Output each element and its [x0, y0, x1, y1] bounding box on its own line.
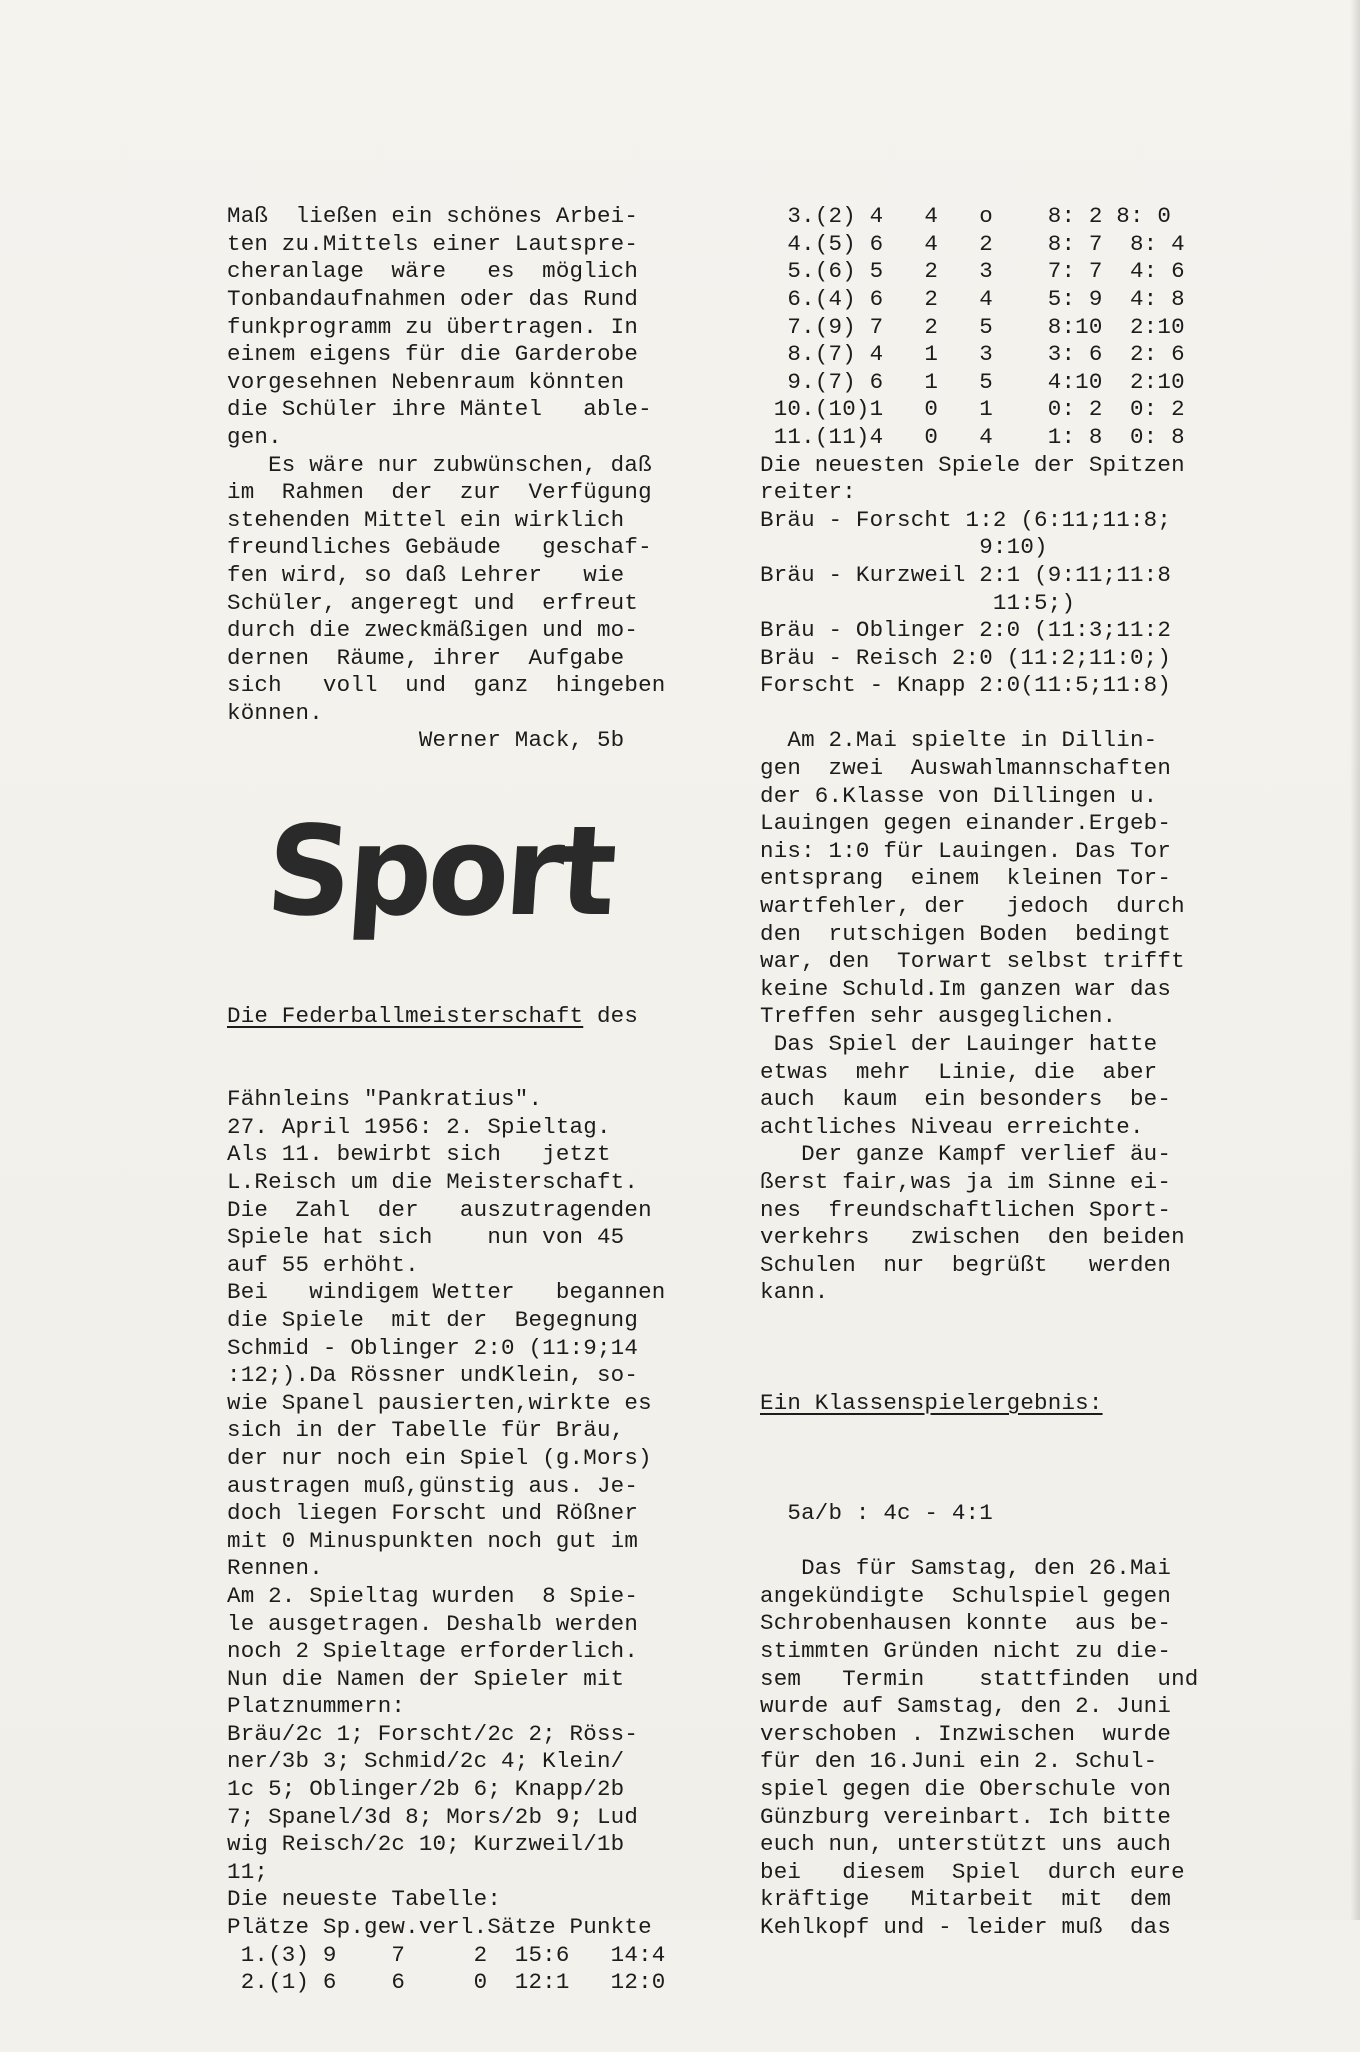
text-line: Die neueste Tabelle: — [227, 1886, 502, 1913]
text-line: 9.(7) 6 1 5 4:10 2:10 — [760, 368, 1185, 395]
text-line: Das für Samstag, den 26.Mai — [760, 1555, 1172, 1582]
text-line: 7.(9) 7 2 5 8:10 2:10 — [760, 313, 1185, 340]
text-line: 3.(2) 4 4 o 8: 2 8: 0 — [760, 203, 1172, 230]
article-title-line — [227, 1003, 737, 1031]
article-title-rest: des — [583, 1003, 639, 1030]
article-title: Die Federballmeisterschaft — [227, 1003, 584, 1030]
sport-logo: Sport — [262, 798, 617, 944]
text-line: Maß ließen ein schönes Arbei- — [227, 203, 639, 230]
text-line: Der ganze Kampf verlief äu- — [760, 1141, 1172, 1168]
text-line: 7; Spanel/3d 8; Mors/2b 9; Lud — [227, 1803, 639, 1830]
text-line: wie Spanel pausierten,wirkte es — [227, 1389, 652, 1416]
text-line: 5.(6) 5 2 3 7: 7 4: 6 — [760, 258, 1185, 285]
left-column-bottom-text — [227, 1086, 737, 1997]
text-line: war, den Torwart selbst trifft — [760, 948, 1185, 975]
text-line: Günzburg vereinbart. Ich bitte — [760, 1803, 1172, 1830]
text-line: angekündigte Schulspiel gegen — [760, 1582, 1172, 1609]
text-line: ten zu.Mittels einer Lautspre- — [227, 230, 639, 257]
text-line: ner/3b 3; Schmid/2c 4; Klein/ — [227, 1748, 625, 1775]
text-line: gen zwei Auswahlmannschaften — [760, 755, 1172, 782]
text-line: vorgesehnen Nebenraum könnten — [227, 368, 625, 395]
text-line: Am 2.Mai spielte in Dillin- — [760, 727, 1158, 754]
text-line: Nun die Namen der Spieler mit — [227, 1665, 625, 1692]
section-title-line — [760, 1390, 1290, 1418]
left-column — [227, 148, 737, 2052]
text-line: verschoben . Inzwischen wurde — [760, 1720, 1172, 1747]
text-line: Es wäre nur zubwünschen, daß — [227, 451, 652, 478]
text-line: cheranlage wäre es möglich — [227, 258, 639, 285]
text-line: Platznummern: — [227, 1693, 406, 1720]
text-line: ßerst fair,was ja im Sinne ei- — [760, 1168, 1172, 1195]
text-line: sich in der Tabelle für Bräu, — [227, 1417, 625, 1444]
text-line: 8.(7) 4 1 3 3: 6 2: 6 — [760, 341, 1185, 368]
text-line: freundliches Gebäude geschaf- — [227, 534, 652, 561]
text-line: Bräu - Forscht 1:2 (6:11;11:8; — [760, 506, 1172, 533]
text-line: le ausgetragen. Deshalb werden — [227, 1610, 639, 1637]
text-line: Forscht - Knapp 2:0(11:5;11:8) — [760, 672, 1172, 699]
text-line: etwas mehr Linie, die aber — [760, 1058, 1158, 1085]
text-line: Plätze Sp.gew.verl.Sätze Punkte — [227, 1914, 652, 1941]
text-line: sich voll und ganz hingeben — [227, 672, 666, 699]
text-line: wurde auf Samstag, den 2. Juni — [760, 1693, 1172, 1720]
text-line: Fähnleins "Pankratius". — [227, 1086, 543, 1113]
text-line: wartfehler, der jedoch durch — [760, 893, 1185, 920]
text-line: keine Schuld.Im ganzen war das — [760, 975, 1172, 1002]
text-line: funkprogramm zu übertragen. In — [227, 313, 639, 340]
text-line: reiter: — [760, 479, 856, 506]
text-line: Bei windigem Wetter begannen — [227, 1279, 666, 1306]
text-line: mit 0 Minuspunkten noch gut im — [227, 1527, 639, 1554]
right-column-bottom-text — [760, 1473, 1290, 1942]
text-line: die Spiele mit der Begegnung — [227, 1306, 639, 1333]
text-line: fen wird, so daß Lehrer wie — [227, 561, 625, 588]
text-line: einem eigens für die Garderobe — [227, 341, 639, 368]
text-line: durch die zweckmäßigen und mo- — [227, 617, 639, 644]
text-line: Schmid - Oblinger 2:0 (11:9;14 — [227, 1334, 639, 1361]
text-line: doch liegen Forscht und Rößner — [227, 1500, 639, 1527]
text-line: 11.(11)4 0 4 1: 8 0: 8 — [760, 423, 1185, 450]
text-line: können. — [227, 699, 323, 726]
right-column — [760, 148, 1290, 1997]
text-line: 5a/b : 4c - 4:1 — [760, 1500, 993, 1527]
text-line: Als 11. bewirbt sich jetzt — [227, 1141, 611, 1168]
text-line: Die neuesten Spiele der Spitzen — [760, 451, 1185, 478]
text-line: spiel gegen die Oberschule von — [760, 1776, 1172, 1803]
text-line: die Schüler ihre Mäntel able- — [227, 396, 652, 423]
text-line — [760, 1473, 1290, 1501]
text-line: Rennen. — [227, 1555, 323, 1582]
text-line: Schrobenhausen konnte aus be- — [760, 1610, 1172, 1637]
text-line: L.Reisch um die Meisterschaft. — [227, 1169, 639, 1195]
text-line: Das Spiel der Lauinger hatte — [760, 1031, 1158, 1057]
text-line: auch kaum ein besonders be- — [760, 1086, 1172, 1113]
text-line: kann. — [760, 1279, 829, 1306]
text-line: entsprang einem kleinen Tor- — [760, 865, 1172, 892]
text-line: 6.(4) 6 2 4 5: 9 4: 8 — [760, 285, 1185, 312]
text-line: nes freundschaftlichen Sport- — [760, 1196, 1172, 1223]
text-line: 1.(3) 9 7 2 15:6 14:4 — [227, 1941, 666, 1968]
text-line: Bräu - Oblinger 2:0 (11:3;11:2 — [760, 617, 1172, 644]
text-line: Werner Mack, 5b — [227, 727, 625, 754]
text-line: Schulen nur begrüßt werden — [760, 1251, 1172, 1278]
text-line — [760, 1307, 1290, 1335]
text-line: Bräu - Kurzweil 2:1 (9:11;11:8 — [760, 561, 1172, 588]
section-title: Ein Klassenspielergebnis: — [760, 1389, 1103, 1416]
text-line: 4.(5) 6 4 2 8: 7 8: 4 — [760, 230, 1185, 257]
right-column-table-and-text — [760, 203, 1290, 1334]
text-line: 11; — [227, 1858, 269, 1885]
text-line: Lauingen gegen einander.Ergeb- — [760, 810, 1172, 837]
text-line: der nur noch ein Spiel (g.Mors) — [227, 1444, 652, 1471]
text-line: den rutschigen Boden bedingt — [760, 920, 1172, 947]
left-column-top-text — [227, 203, 737, 755]
text-line: euch nun, unterstützt uns auch — [760, 1831, 1172, 1858]
text-line: bei diesem Spiel durch eure — [760, 1858, 1185, 1885]
text-line: für den 16.Juni ein 2. Schul- — [760, 1748, 1158, 1775]
text-line: kräftige Mitarbeit mit dem — [760, 1886, 1172, 1913]
text-line: Treffen sehr ausgeglichen. — [760, 1003, 1117, 1030]
text-line: stimmten Gründen nicht zu die- — [760, 1638, 1172, 1665]
text-line: 9:10) — [760, 534, 1048, 561]
text-line: auf 55 erhöht. — [227, 1251, 419, 1278]
text-line: Bräu/2c 1; Forscht/2c 2; Röss- — [227, 1720, 639, 1747]
text-line: :12;).Da Rössner undKlein, so- — [227, 1362, 639, 1389]
text-line: der 6.Klasse von Dillingen u. — [760, 782, 1158, 809]
text-line: Die Zahl der auszutragenden — [227, 1196, 652, 1223]
text-line: sem Termin stattfinden und — [760, 1665, 1199, 1692]
text-line: verkehrs zwischen den beiden — [760, 1224, 1185, 1251]
text-line: dernen Räume, ihrer Aufgabe — [227, 644, 625, 671]
text-line: Tonbandaufnahmen oder das Rund — [227, 285, 639, 312]
text-line: Bräu - Reisch 2:0 (11:2;11:0;) — [760, 644, 1172, 671]
text-line: achtliches Niveau erreichte. — [760, 1113, 1144, 1140]
text-line: Spiele hat sich nun von 45 — [227, 1224, 625, 1251]
text-line: 27. April 1956: 2. Spieltag. — [227, 1113, 611, 1140]
text-line: 11:5;) — [760, 589, 1076, 616]
text-line: Schüler, angeregt und erfreut — [227, 589, 639, 616]
text-line: Am 2. Spieltag wurden 8 Spie- — [227, 1582, 639, 1609]
text-line: gen. — [227, 423, 282, 450]
text-line: im Rahmen der zur Verfügung — [227, 479, 652, 506]
text-line: noch 2 Spieltage erforderlich. — [227, 1638, 639, 1665]
text-line: 2.(1) 6 6 0 12:1 12:0 — [227, 1969, 666, 1996]
text-line: wig Reisch/2c 10; Kurzweil/1b — [227, 1831, 625, 1858]
text-line: 1c 5; Oblinger/2b 6; Knapp/2b — [227, 1776, 625, 1803]
text-line: 10.(10)1 0 1 0: 2 0: 2 — [760, 396, 1185, 423]
text-line: Kehlkopf und - leider muß das — [760, 1914, 1172, 1940]
text-line: austragen muß,günstig aus. Je- — [227, 1472, 639, 1499]
text-line — [760, 1528, 1290, 1556]
text-line: nis: 1:0 für Lauingen. Das Tor — [760, 837, 1172, 864]
sport-heading-block — [227, 798, 737, 948]
page-edge-shadow — [1350, 0, 1360, 1920]
text-line: stehenden Mittel ein wirklich — [227, 506, 625, 533]
text-line — [760, 700, 1290, 728]
